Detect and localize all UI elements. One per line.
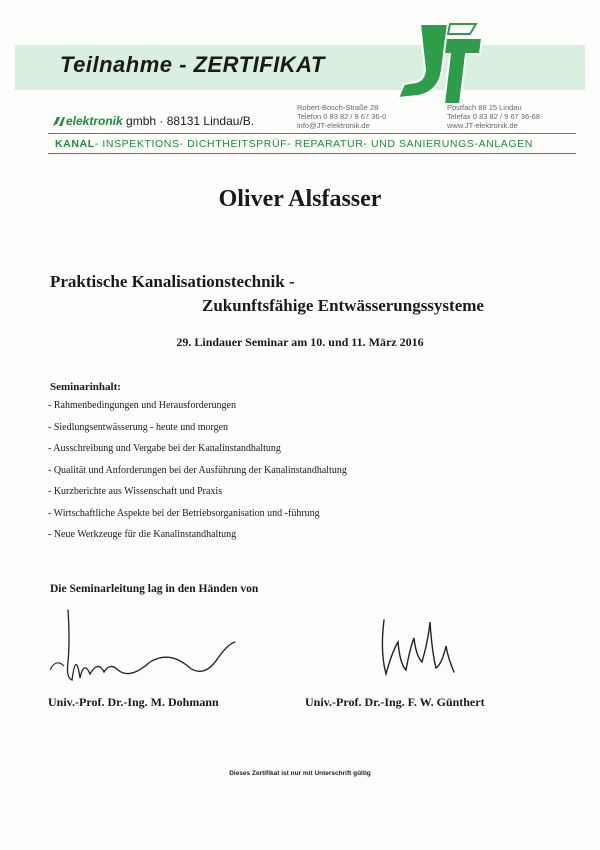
address-line: Telefax 0 83 82 / 9 67 36-68 — [447, 112, 540, 121]
address-line: info@JT-elektronik.de — [297, 121, 370, 130]
address-line: Telefon 0 83 82 / 9 67 36-0 — [297, 112, 387, 121]
course-title-line-2: Zukunftsfähige Entwässerungssysteme — [202, 296, 484, 315]
list-item: - Kurzberichte aus Wissenschaft und Praxis — [48, 486, 223, 497]
services-rest: - INSPEKTIONS- DICHTHEITSPRÜF- REPARATUR- UND SANIERUNGS-ANLAGEN — [94, 138, 533, 150]
address-block-right — [447, 103, 540, 130]
divider-bottom — [48, 153, 576, 154]
signature-dohmann — [40, 600, 250, 690]
jt-small-logo-icon — [52, 115, 66, 127]
contents-heading: Seminarinhalt: — [50, 381, 121, 393]
list-item: - Neue Werkzeuge für die Kanalinstandhaltung — [48, 529, 237, 540]
course-title-line-1: Praktische Kanalisationstechnik - — [50, 272, 295, 291]
address-block-left — [297, 103, 386, 130]
list-item: - Ausschreibung und Vergabe bei der Kanalinstandhaltung — [48, 443, 281, 454]
list-item: - Qualität und Anforderungen bei der Ausführung der Kanalinstandhaltung — [48, 464, 347, 476]
divider-top — [48, 133, 576, 134]
address-line: Postfach 88 15 Lindau — [447, 103, 522, 112]
company-location: gmbh · 88131 Lindau/B. — [122, 114, 255, 128]
validity-note: Dieses Zertifikat ist nur mit Unterschrift gültig — [229, 770, 371, 777]
certificate-title: Teilnahme - ZERTIFIKAT — [60, 52, 325, 77]
services-line — [55, 138, 533, 150]
recipient-name: Oliver Alsfasser — [218, 186, 382, 212]
signer-right: Univ.-Prof. Dr.-Ing. F. W. Günthert — [305, 695, 485, 709]
contents-list — [48, 400, 347, 551]
list-item: - Wirtschaftliche Aspekte bei der Betriebsorganisation und -führung — [48, 507, 320, 519]
company-line — [52, 114, 254, 128]
address-line: Robert-Bosch-Straße 28 — [297, 103, 379, 112]
list-item: - Siedlungsentwässerung - heute und morgen — [48, 421, 229, 433]
leadership-intro: Die Seminarleitung lag in den Händen von — [50, 583, 259, 595]
list-item: - Rahmenbedingungen und Herausforderungen — [48, 400, 236, 411]
signer-left: Univ.-Prof. Dr.-Ing. M. Dohmann — [48, 695, 219, 709]
seminar-date-line: 29. Lindauer Seminar am 10. und 11. März 2016 — [176, 335, 424, 349]
jt-logo-icon — [390, 20, 485, 110]
services-lead: KANAL — [55, 138, 95, 150]
address-line: www.JT-elektronik.de — [447, 121, 518, 130]
company-brand: elektronik — [66, 114, 123, 128]
signature-guenthert — [370, 612, 465, 687]
